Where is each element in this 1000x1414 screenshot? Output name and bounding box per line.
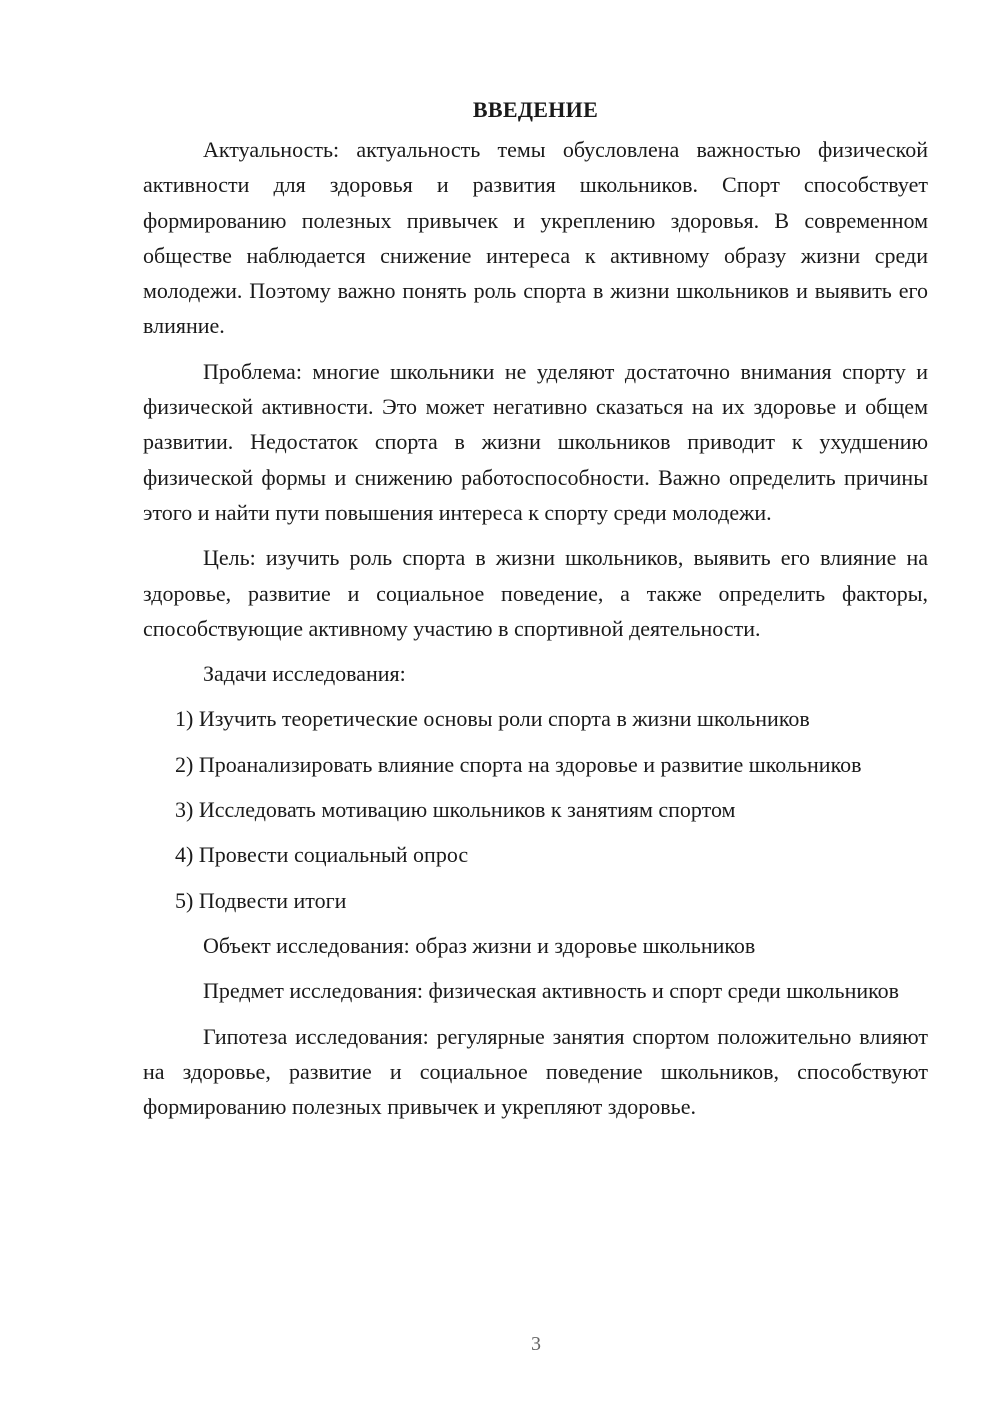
paragraph-relevance: Актуальность: актуальность темы обусловлена важностью физической активности для здоровья и развития школьников. Спорт способствует формированию полезных привычек и укреплению здоровья. В современном обществе наблюдается снижение интереса к активному образу жизни среди молодежи. Поэтому важно понять роль спорта в жизни школьников и выявить его влияние. xyxy=(143,137,928,339)
paragraph-goal: Цель: изучить роль спорта в жизни школьников, выявить его влияние на здоровье, развитие и социальное поведение, а также определить факторы, способствующие активному участию в спортивной деятельности. xyxy=(143,545,928,641)
task-item-5: 5) Подвести итоги xyxy=(175,887,347,913)
page-number: 3 xyxy=(531,1333,541,1355)
paragraph-subject: Предмет исследования: физическая активность и спорт среди школьников xyxy=(203,978,900,1004)
paragraph-problem: Проблема: многие школьники не уделяют достаточно внимания спорту и физической активности. Это может негативно сказаться на их здоровье и общем развитии. Недостаток спорта в жизни школьников приводит к ухудшению физической формы и снижению работоспособности. Важно определить причины этого и найти пути повышения интереса к спорту среди молодежи. xyxy=(143,358,928,525)
paragraph-tasks-heading: Задачи исследования: xyxy=(203,661,406,687)
task-item-4: 4) Провести социальный опрос xyxy=(175,842,469,868)
task-item-1: 1) Изучить теоретические основы роли спорта в жизни школьников xyxy=(175,706,810,732)
task-item-3: 3) Исследовать мотивацию школьников к занятиям спортом xyxy=(175,797,736,823)
section-title: ВВЕДЕНИЕ xyxy=(472,97,599,122)
document-page xyxy=(143,92,928,1134)
paragraph-object: Объект исследования: образ жизни и здоровье школьников xyxy=(203,932,756,958)
task-item-2: 2) Проанализировать влияние спорта на здоровье и развитие школьников xyxy=(175,751,862,777)
paragraph-hypothesis: Гипотеза исследования: регулярные занятия спортом положительно влияют на здоровье, развитие и социальное поведение школьников, способствуют формированию полезных привычек и укрепляют здоровье. xyxy=(143,1023,928,1120)
